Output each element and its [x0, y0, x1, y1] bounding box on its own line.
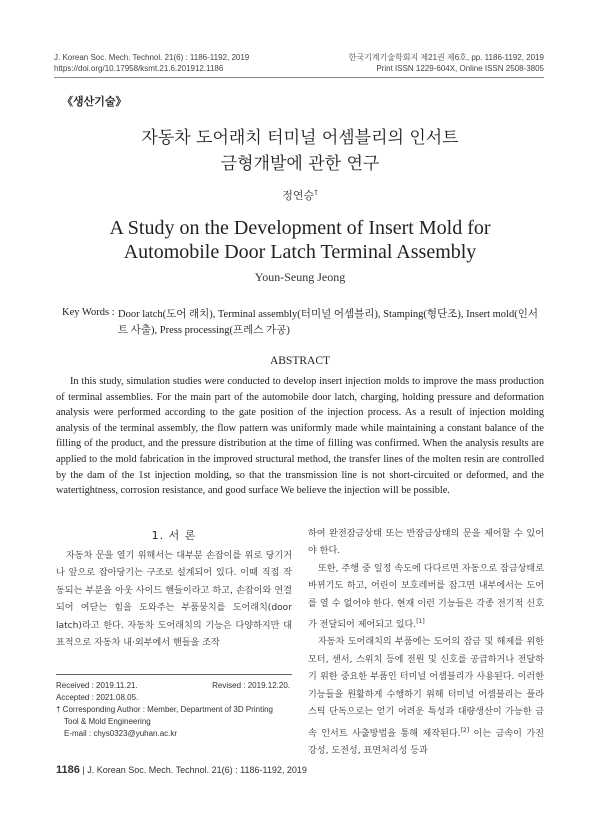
footer-journal: | J. Korean Soc. Mech. Technol. 21(6) : 1186-1192, 2019 [82, 765, 307, 775]
title-english-line2: Automobile Door Latch Terminal Assembly [123, 241, 477, 263]
abstract-title: ABSTRACT [269, 355, 331, 367]
intro-paragraph-right-2-text: 또한, 주행 중 일정 속도에 다다르면 자동으로 잠금상태로 바뀌기도 하고, 어린이 보호레버를 잡그면 내부에서는 도어를 열 수 없어야 한다. 현재 이런 기능들은 각종 전기적 신호가 전달되어 제어되고 있다. [308, 563, 544, 631]
intro-paragraph-right-3-text: 자동차 도어래치의 부품에는 도어의 잠금 및 해제를 위한 모터, 센서, 스위치 등에 전원 및 신호를 공급하거나 전달하기 위한 중요한 부품인 터미널 어셈블리가 사용된다. 이러한 기능들을 원활하게 수행하기 위해 터미널 어셈블리는 플라스틱 단독으로는 얻기 어려운 특성과 대량생산이 가능한 금속 인서트 사출방법을 통해 제작된다. [308, 637, 544, 739]
title-english-line1: A Study on the Development of Insert Mold for [109, 217, 491, 239]
keywords-label: Key Words : [62, 307, 115, 318]
page-number: 1186 [56, 764, 80, 776]
issn-info: Print ISSN 1229-604X, Online ISSN 2508-3805 [376, 64, 544, 73]
reference-2[interactable]: [2] [460, 726, 470, 734]
corresponding-author: † Corresponding Author : Member, Department of 3D Printing [56, 705, 273, 714]
intro-paragraph-right-2 [308, 561, 544, 635]
section-title-introduction: 1. 서 론 [151, 529, 197, 542]
journal-citation: J. Korean Soc. Mech. Technol. 21(6) : 1186-1192, 2019 [54, 53, 250, 62]
intro-paragraph-left: 자동차 문을 열기 위해서는 대부분 손잡이를 위로 당기거나 앞으로 잡아당기는 구조로 설계되어 있다. 이때 직접 작동되는 부분을 아웃 사이드 핸들이라고 하고, 손잡이와 연결되어 여닫는 힘을 도와주는 부품뭉치를 도어래치(door latch)라고 한다. 자동차 도어래치의 기능은 다양하지만 대표적으로 자동차 내·외부에서 핸들을 조작 [56, 551, 292, 649]
intro-column-right [308, 526, 544, 760]
title-korean-line2: 금형개발에 관한 연구 [220, 154, 380, 174]
header-left [54, 52, 249, 74]
author-english: Youn-Seung Jeong [254, 270, 346, 284]
author-email[interactable]: E-mail : chys0323@yuhan.ac.kr [64, 729, 178, 738]
received-date: Received : 2019.11.21. [56, 681, 138, 690]
author-korean-name: 정연승 [282, 189, 315, 202]
keywords-text: Door latch(도어 래치), Terminal assembly(터미널 어셈블리), Stamping(형단조), Insert mold(인서트 사출), Press processing(프레스 가공) [118, 309, 539, 336]
footnote-divider [56, 674, 292, 675]
corresponding-mark: † [314, 188, 318, 197]
page-footer [56, 764, 307, 776]
footnote-dates [56, 680, 296, 692]
doi-link[interactable]: https://doi.org/10.17958/ksmt.21.6.201912.1186 [54, 64, 224, 73]
abstract-body: In this study, simulation studies were conducted to develop insert injection molds to improve the mass production of terminal assemblies. For the main part of the automobile door latch, charging, holding pressure and deformation analysis were performed according to the gate position of the injection process. As a result of injection molding analysis of the terminal assembly, the flow pattern was uniformly made while maintaining a constant balance of the filling of the product, and the pressure distribution at the time of filling was confirmed. When the analysis results are applied to the mold fabrication in the improved structural method, the transfer lines of the molten resin are controlled by the dam of the 1st injection molding, so that the transmission line is not short-circuited or deformed, and the watertightness, corrosion resistance, and good surface We believe the injection will be possible. [56, 376, 544, 497]
title-korean-line1: 자동차 도어래치 터미널 어셈블리의 인서트 [141, 128, 459, 148]
author-korean [0, 187, 600, 203]
revised-date: Revised : 2019.12.20. [212, 681, 290, 690]
journal-citation-korean: 한국기계기술학회지 제21권 제6호, pp. 1186-1192, 2019 [348, 53, 544, 62]
category-label: 《생산기술》 [62, 95, 127, 108]
intro-paragraph-right-3 [308, 634, 544, 760]
reference-1[interactable]: [1] [416, 618, 425, 626]
accepted-date: Accepted : 2021.08.05. [56, 693, 139, 702]
header-right [349, 52, 544, 74]
intro-paragraph-right-3-tail: 이는 금속이 가진 강성, 도전성, 표면처리성 등과 [308, 728, 544, 756]
corresponding-author-dept: Tool & Mold Engineering [64, 717, 151, 726]
intro-paragraph-right-1: 하여 완전잠금상태 또는 반잠금상태의 문을 제어할 수 있어야 한다. [308, 529, 544, 557]
header-divider [54, 77, 544, 78]
footnote [56, 680, 296, 740]
